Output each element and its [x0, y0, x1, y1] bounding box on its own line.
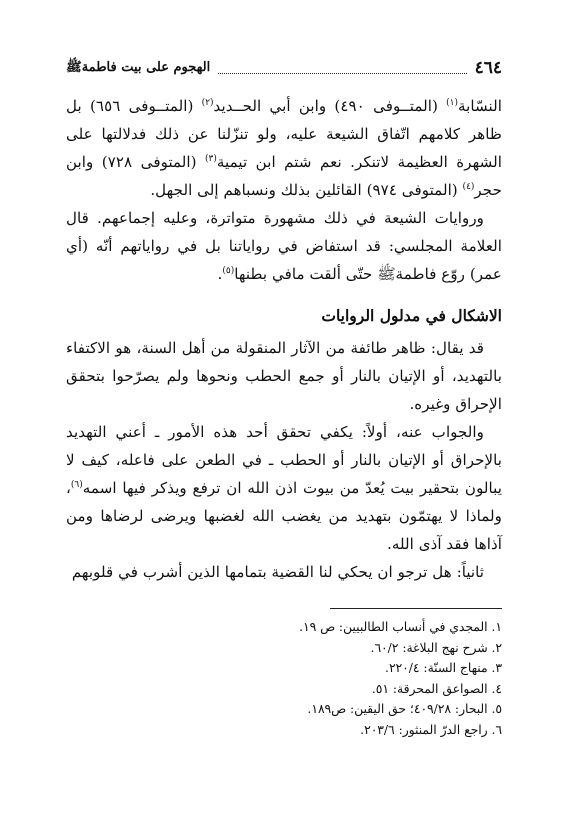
text-run: قد يقال: ظاهر طائفة من الآثار المنقولة من أهل السنة، هو الاكتفاء بالتهديد، أو الإتيان بالنار أو جمع الحطب ونحوها ولم يصرّحوا بتحقق الإحراق وغيره. [66, 339, 502, 413]
paragraph-group-1 [66, 92, 502, 288]
text-run: ، ولماذا لا يهتمّون بتهديد من يغضب الله لغضبها ويرضى لرضاها ومن آذاها فقد آذى الله. [66, 479, 502, 553]
running-title: الهجوم على بيت فاطمةﷺ [66, 59, 211, 75]
text-run: النسّابة [458, 97, 502, 115]
footnotes [66, 617, 502, 740]
footnote-reference: (٤) [462, 181, 475, 192]
footnote-reference: (٦) [70, 479, 83, 490]
footnote-reference: (٣) [205, 153, 217, 164]
footnote-reference: (١) [446, 97, 458, 108]
text-run: وروايات الشيعة في ذلك مشهورة متواترة، وعلیه إجماعهم. قال العلامة المجلسي: قد استفاض في رواياتنا بل في رواياتهم أنّه (أي عمر) روّع فاطمةﷺ حتّى ألقت مافي بطنها [66, 209, 502, 283]
paragraph [66, 92, 502, 204]
header-dotted-rule [218, 63, 466, 74]
footnote-1: ١. المجدي في أنساب الطالبيين: ص ١٩. [299, 620, 502, 634]
footnote-5: ٥. البحار: ٤٠٩/٢٨؛ حق اليقين: ص١٨٩. [307, 702, 502, 716]
running-header [66, 58, 502, 78]
text-run: والجواب عنه، أولاً: يكفي تحقق أحد هذه الأمور ـ أعني التهديد بالإحراق أو الإتيان بالنار أو الحطب ـ في الطعن على فاعله، كيف لا يبالون بتحقير بيت يُعدّ من بيوت اذن الله ان ترفع ويذكر فيها اسمه [66, 423, 502, 497]
footnote-reference: (٥) [222, 265, 235, 276]
page-number: ٤٦٤ [474, 58, 502, 78]
footnote-separator [330, 608, 502, 609]
text-run: (المتوفى ٧٢٨) وابن حجر [66, 153, 502, 199]
text-run: . [217, 265, 223, 283]
main-text [66, 92, 502, 586]
paragraph [66, 204, 502, 288]
text-run: (المتــوفى ٤٩٠) وابن أبي الحــديد [213, 97, 447, 115]
footnote-6: ٦. راجع الدرّ المنثور: ٢٠٣/٦. [360, 722, 502, 737]
paragraph-continued: ثانياً: هل ترجو ان يحكي لنا القضية بتمامها الذين أشرب في قلوبهم [71, 563, 484, 581]
footnote-3: ٣. منهاج السنّة: ٢٢٠/٤. [385, 661, 502, 675]
footnote-reference: (٢) [201, 97, 214, 108]
text-run: (المتوفى ٩٧٤) القائلين بذلك ونسباهم إلى الجهل. [150, 181, 463, 199]
text-run: (المتــوفى ٦٥٦) بل ظاهر كلامهم اتّفاق الشيعة عليه، ولو تنزّلنا عن ذلك فدلالتها على الشهرة العظيمة لاتنكر. نعم شتم ابن تيمية [66, 97, 502, 171]
footnote-4: ٤. الصواعق المحرقة: ٥١. [371, 681, 502, 696]
footnote-2: ٢. شرح نهج البلاغة: ٦٠/٢. [370, 640, 502, 655]
paragraph [66, 418, 502, 558]
paragraph [66, 334, 502, 418]
paragraph-group-2 [66, 334, 502, 558]
section-title: الاشكال في مدلول الروايات [321, 306, 502, 325]
